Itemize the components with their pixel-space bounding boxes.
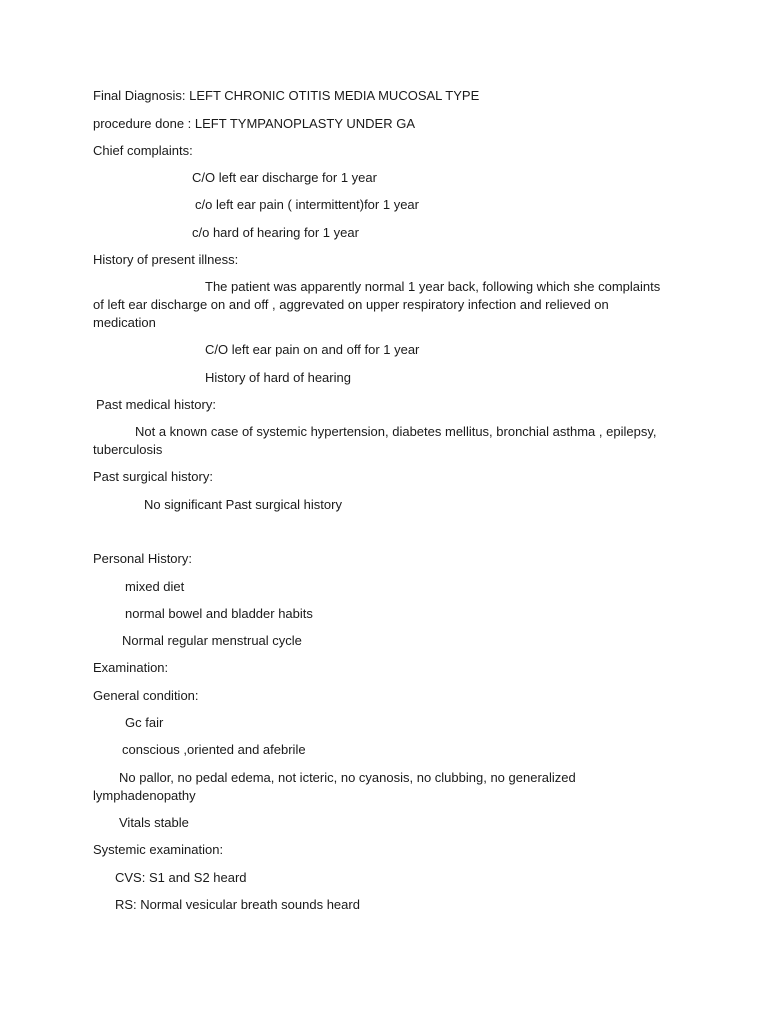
complaint-item: c/o hard of hearing for 1 year: [192, 225, 359, 240]
general-condition-heading: General condition:: [93, 688, 199, 703]
hpi-item: History of hard of hearing: [205, 370, 351, 385]
complaint-item: c/o left ear pain ( intermittent)for 1 year: [195, 197, 419, 212]
general-item: Gc fair: [125, 715, 164, 730]
final-diagnosis: Final Diagnosis: LEFT CHRONIC OTITIS MEDIA MUCOSAL TYPE: [93, 88, 480, 103]
past-medical-text-line1: Not a known case of systemic hypertension, diabetes mellitus, bronchial asthma , epilepsy,: [135, 424, 657, 439]
general-item: conscious ,oriented and afebrile: [122, 742, 306, 757]
negatives-line1: No pallor, no pedal edema, not icteric, no cyanosis, no clubbing, no generalized: [119, 770, 576, 785]
hpi-paragraph-rest: of left ear discharge on and off , aggrevated on upper respiratory infection and relieved on medication: [93, 297, 609, 330]
rs-finding: RS: Normal vesicular breath sounds heard: [115, 897, 360, 912]
complaint-item: C/O left ear discharge for 1 year: [192, 170, 377, 185]
past-surgical-heading: Past surgical history:: [93, 469, 213, 484]
examination-heading: Examination:: [93, 660, 169, 675]
past-medical-heading: Past medical history:: [96, 397, 216, 412]
personal-item: normal bowel and bladder habits: [125, 606, 313, 621]
procedure-done: procedure done : LEFT TYMPANOPLASTY UNDER GA: [93, 116, 415, 131]
past-medical-text-line2: tuberculosis: [93, 442, 163, 457]
vitals: Vitals stable: [119, 815, 189, 830]
past-surgical-text: No significant Past surgical history: [144, 497, 342, 512]
personal-item: mixed diet: [125, 579, 185, 594]
systemic-heading: Systemic examination:: [93, 842, 224, 857]
hpi-heading: History of present illness:: [93, 252, 239, 267]
personal-heading: Personal History:: [93, 551, 192, 566]
negatives-line2: lymphadenopathy: [93, 788, 196, 803]
personal-item: Normal regular menstrual cycle: [122, 633, 302, 648]
hpi-item: C/O left ear pain on and off for 1 year: [205, 342, 420, 357]
cvs-finding: CVS: S1 and S2 heard: [115, 870, 247, 885]
hpi-paragraph-line1: The patient was apparently normal 1 year back, following which she complaints: [205, 279, 661, 294]
chief-complaints-heading: Chief complaints:: [93, 143, 193, 158]
